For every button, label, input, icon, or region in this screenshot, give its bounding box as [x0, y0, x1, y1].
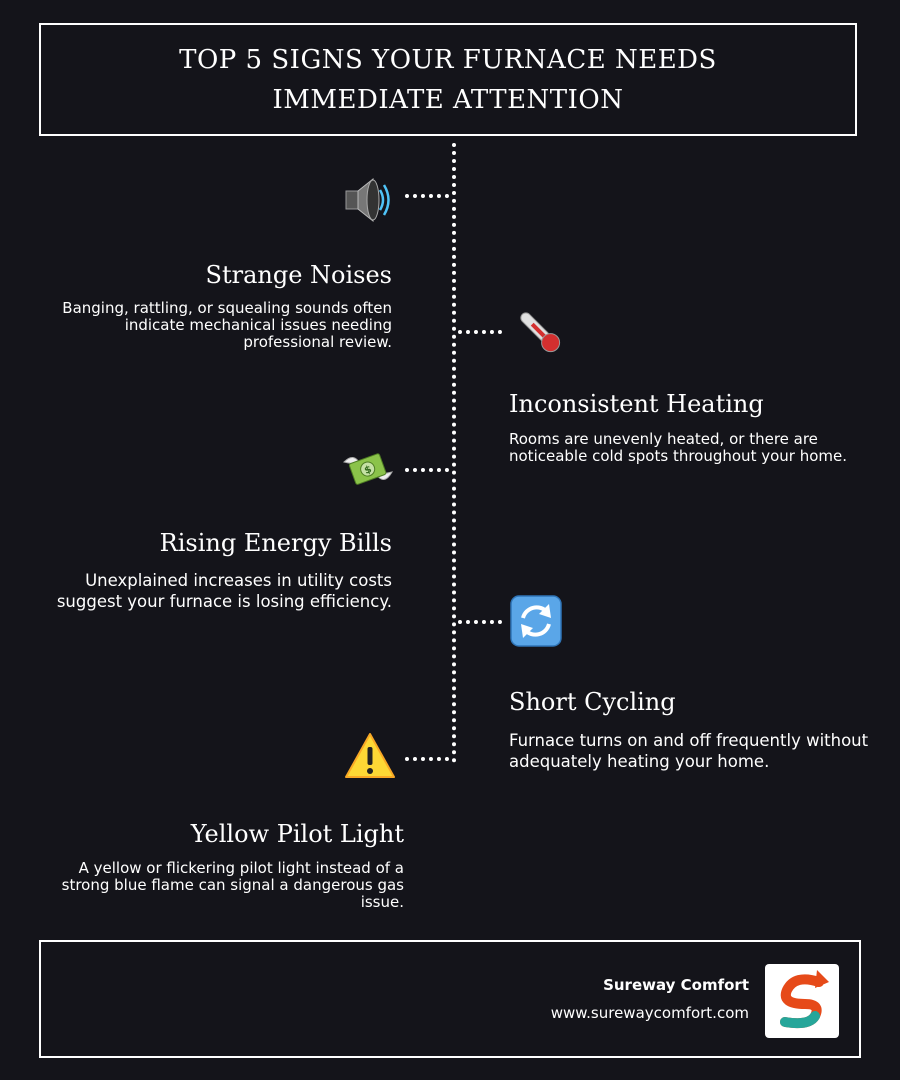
sign-1-heading: Strange Noises — [205, 261, 392, 289]
sign-2-heading: Inconsistent Heating — [509, 390, 764, 418]
warning-icon — [340, 726, 400, 786]
speaker-icon — [338, 170, 398, 230]
money-with-wings-icon — [338, 440, 398, 500]
sign-4-heading: Short Cycling — [509, 688, 676, 716]
connector-5 — [405, 757, 449, 761]
page-title: TOP 5 SIGNS YOUR FURNACE NEEDS IMMEDIATE ATTENTION — [179, 44, 717, 115]
sign-2-description: Rooms are unevenly heated, or there are noticeable cold spots throughout your home. — [509, 430, 848, 465]
footer-banner — [39, 940, 861, 1058]
connector-4 — [458, 620, 502, 624]
sureway-logo-icon — [765, 964, 839, 1038]
brand-url[interactable]: www.surewaycomfort.com — [550, 1004, 749, 1022]
sign-5-description: A yellow or flickering pilot light instead of a strong blue flame can signal a dangerous gas issue. — [61, 859, 404, 911]
connector-3 — [405, 468, 449, 472]
sign-3-description: Unexplained increases in utility costs suggest your furnace is losing efficiency. — [56, 571, 392, 611]
connector-2 — [458, 330, 502, 334]
thermometer-icon — [510, 302, 570, 362]
brand-name: Sureway Comfort — [603, 976, 749, 994]
sign-5-heading: Yellow Pilot Light — [190, 820, 404, 848]
sign-3-heading: Rising Energy Bills — [159, 529, 392, 557]
svg-text:$: $ — [363, 464, 374, 477]
connector-1 — [405, 194, 449, 198]
sign-4-description: Furnace turns on and off frequently without adequately heating your home. — [509, 731, 869, 771]
timeline-spine — [452, 143, 456, 763]
refresh-arrows-icon — [506, 591, 566, 651]
title-banner — [39, 23, 857, 136]
sign-1-description: Banging, rattling, or squealing sounds often indicate mechanical issues needing professional review. — [62, 299, 392, 351]
